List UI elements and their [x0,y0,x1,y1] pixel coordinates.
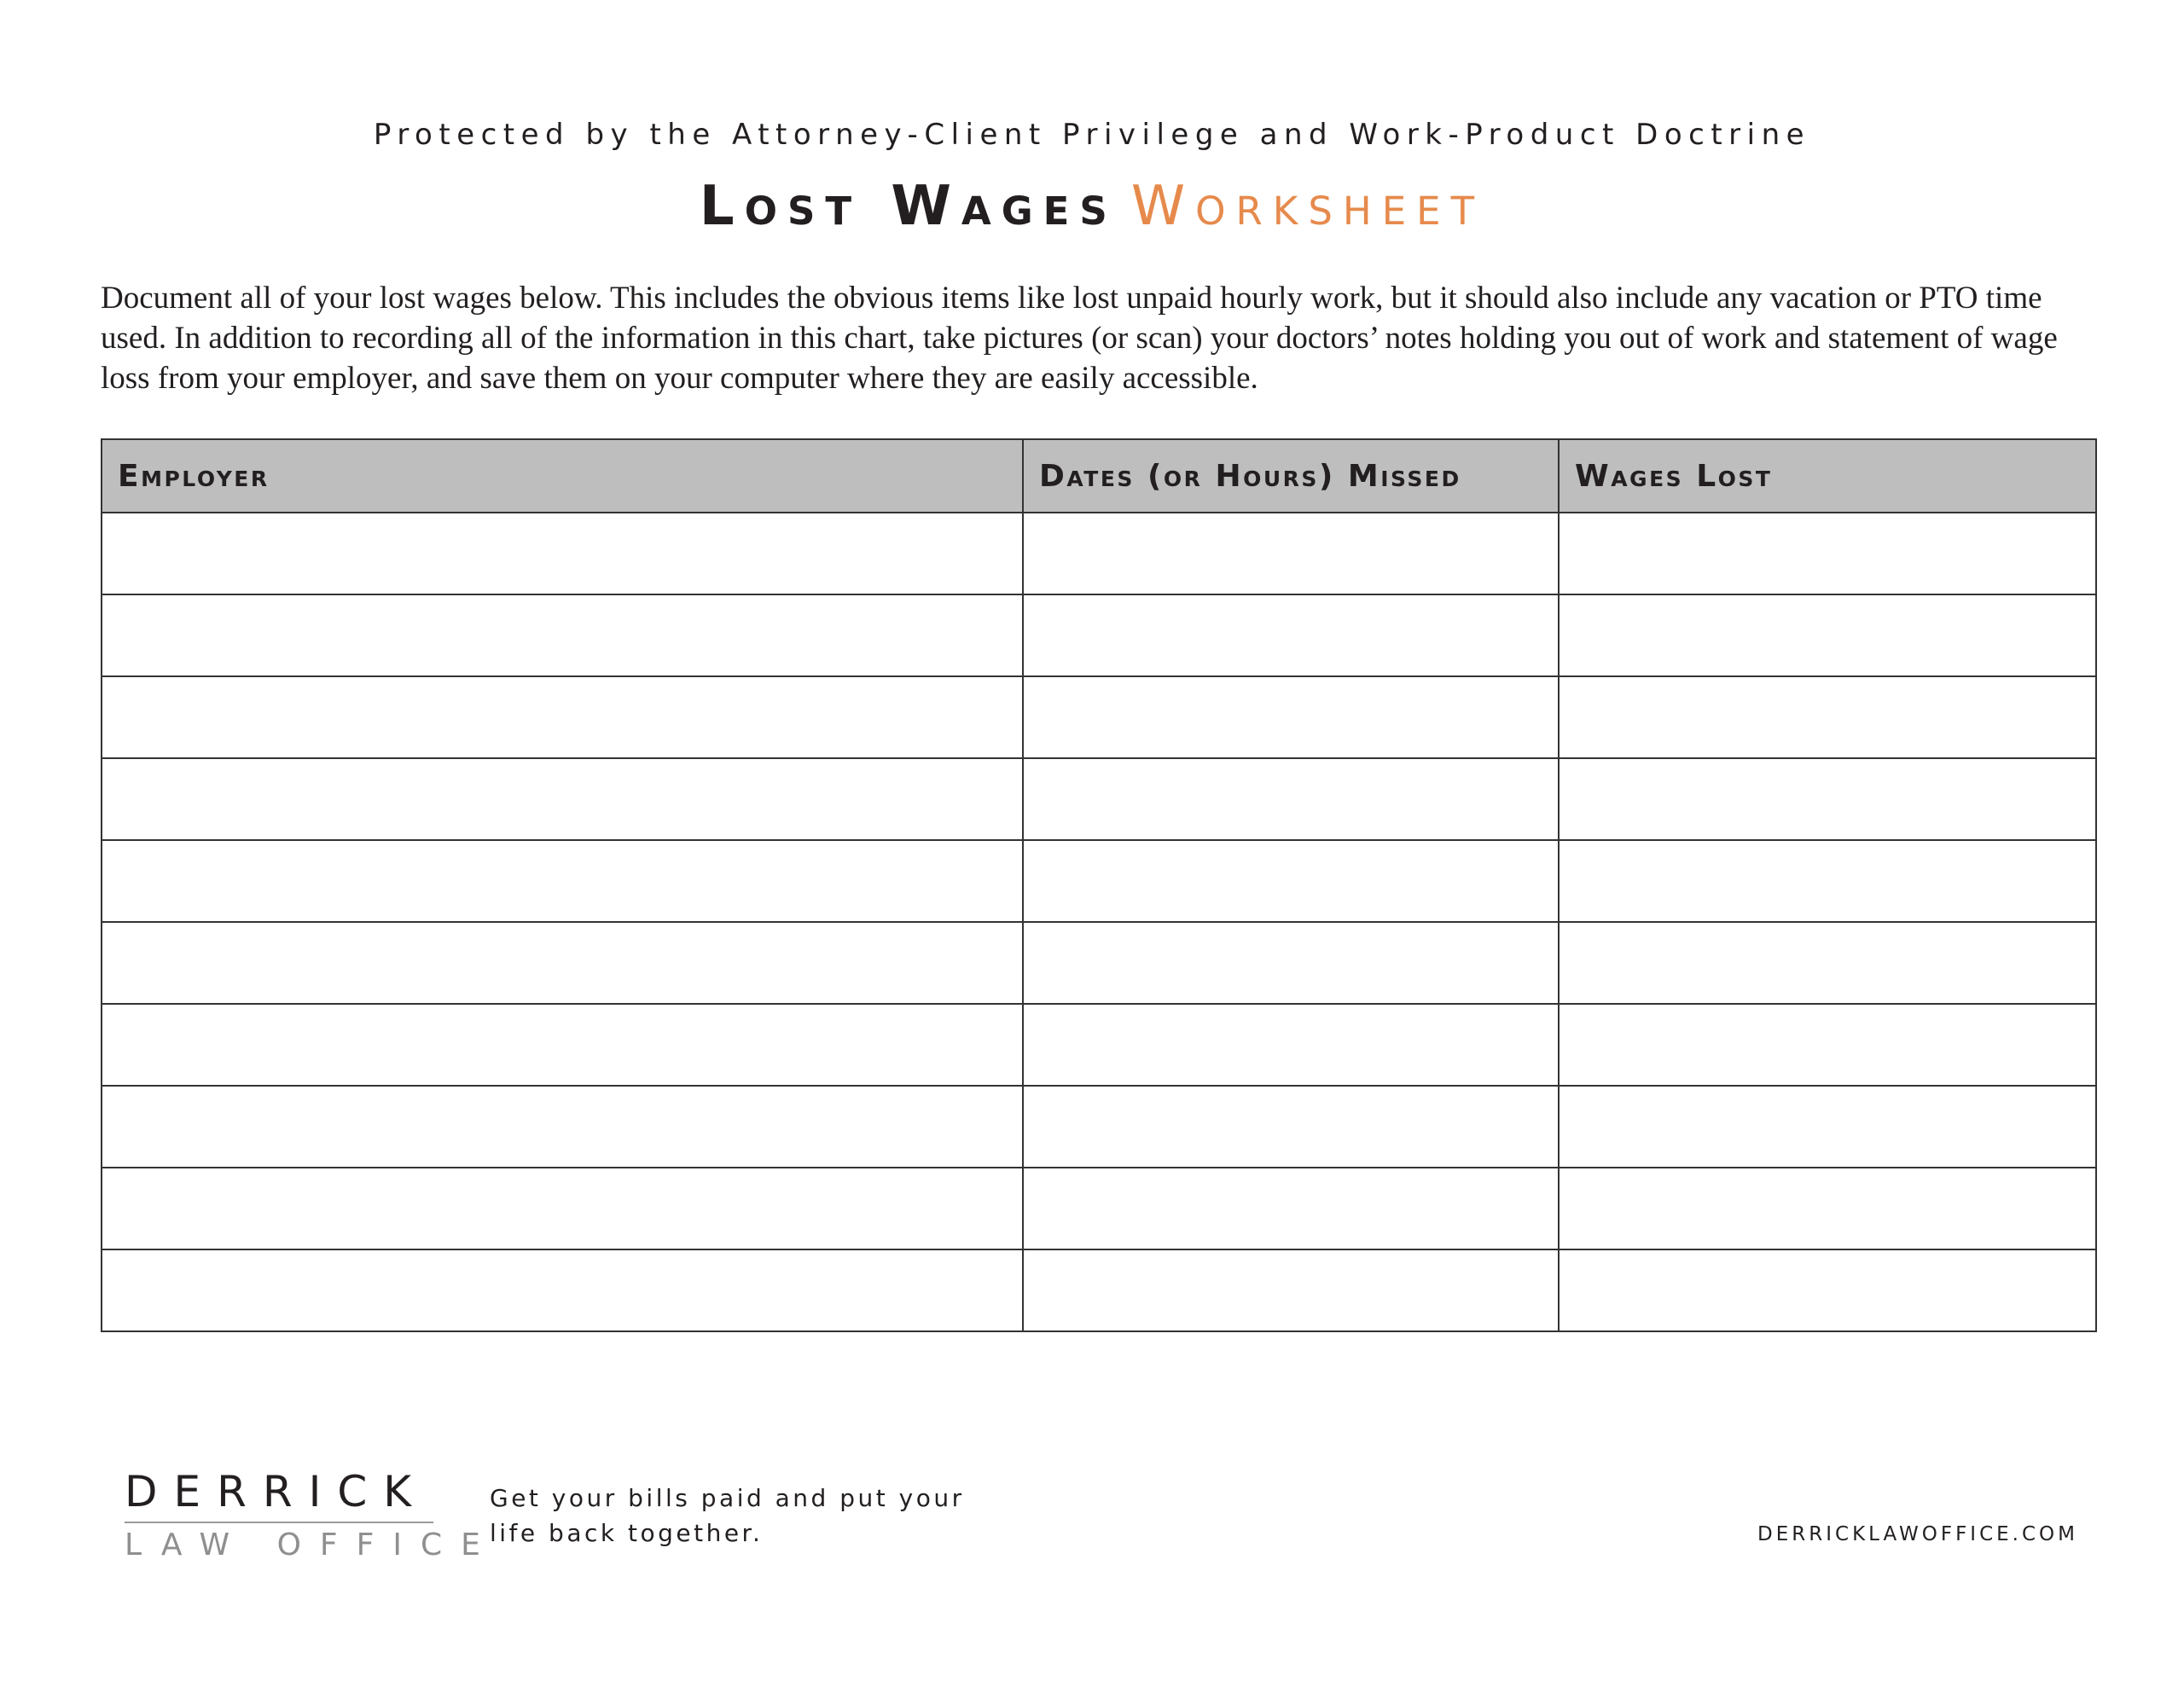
column-header-wages-lost: Wages Lost [1559,439,2096,513]
cell-wages-lost[interactable] [1559,1004,2096,1086]
intro-paragraph: Document all of your lost wages below. This includes the obvious items like lost unpaid hourly work, but it should also include any vacation or PTO time used. In addition to recording all of the information in this chart, take pictures (or scan) your doctors’ notes holding you out of work and statement of wage loss from your employer, and save them on your computer where they are easily accessible. [101,281,2058,396]
tagline-line-2: life back together. [490,1519,764,1547]
tagline-line-1: Get your bills paid and put your [490,1484,965,1512]
cell-employer[interactable] [102,840,1023,922]
cell-wages-lost[interactable] [1559,676,2096,758]
table-row [102,840,2096,922]
cell-employer[interactable] [102,594,1023,676]
table-row [102,1249,2096,1331]
table-body [102,513,2096,1331]
cell-dates-missed[interactable] [1023,1168,1559,1249]
privilege-notice: Protected by the Attorney-Client Privilege and Work-Product Doctrine [373,118,1811,152]
column-header-employer: Employer [102,439,1023,513]
page-title-main: Lost Wages [699,175,1118,238]
cell-wages-lost[interactable] [1559,1249,2096,1331]
cell-employer[interactable] [102,676,1023,758]
cell-dates-missed[interactable] [1023,676,1559,758]
cell-wages-lost[interactable] [1559,1086,2096,1168]
cell-dates-missed[interactable] [1023,1249,1559,1331]
table-row [102,922,2096,1004]
lost-wages-table [101,438,2097,1332]
table-row [102,1168,2096,1249]
logo-wordmark-bottom: LAW OFFICE [125,1528,499,1562]
logo-divider [125,1522,433,1523]
page-title [0,175,2184,238]
cell-wages-lost[interactable] [1559,758,2096,840]
cell-employer[interactable] [102,1004,1023,1086]
cell-dates-missed[interactable] [1023,922,1559,1004]
cell-dates-missed[interactable] [1023,594,1559,676]
footer-tagline [490,1481,965,1551]
table-row [102,513,2096,594]
derrick-law-office-logo [125,1467,499,1562]
website-link[interactable]: DERRICKLAWOFFICE.COM [1757,1523,2078,1545]
logo-wordmark-top: DERRICK [125,1467,428,1516]
cell-wages-lost[interactable] [1559,513,2096,594]
cell-employer[interactable] [102,1086,1023,1168]
cell-employer[interactable] [102,1249,1023,1331]
cell-employer[interactable] [102,513,1023,594]
cell-employer[interactable] [102,922,1023,1004]
cell-dates-missed[interactable] [1023,840,1559,922]
cell-employer[interactable] [102,758,1023,840]
cell-wages-lost[interactable] [1559,922,2096,1004]
cell-dates-missed[interactable] [1023,1086,1559,1168]
table-header-row [102,439,2096,513]
cell-employer[interactable] [102,1168,1023,1249]
cell-dates-missed[interactable] [1023,1004,1559,1086]
page-title-accent: Worksheet [1130,175,1485,238]
table-row [102,1004,2096,1086]
table-row [102,1086,2096,1168]
table-row [102,758,2096,840]
table-row [102,676,2096,758]
table-row [102,594,2096,676]
cell-wages-lost[interactable] [1559,840,2096,922]
cell-wages-lost[interactable] [1559,594,2096,676]
cell-wages-lost[interactable] [1559,1168,2096,1249]
cell-dates-missed[interactable] [1023,513,1559,594]
cell-dates-missed[interactable] [1023,758,1559,840]
column-header-dates-missed: Dates (or Hours) Missed [1023,439,1559,513]
